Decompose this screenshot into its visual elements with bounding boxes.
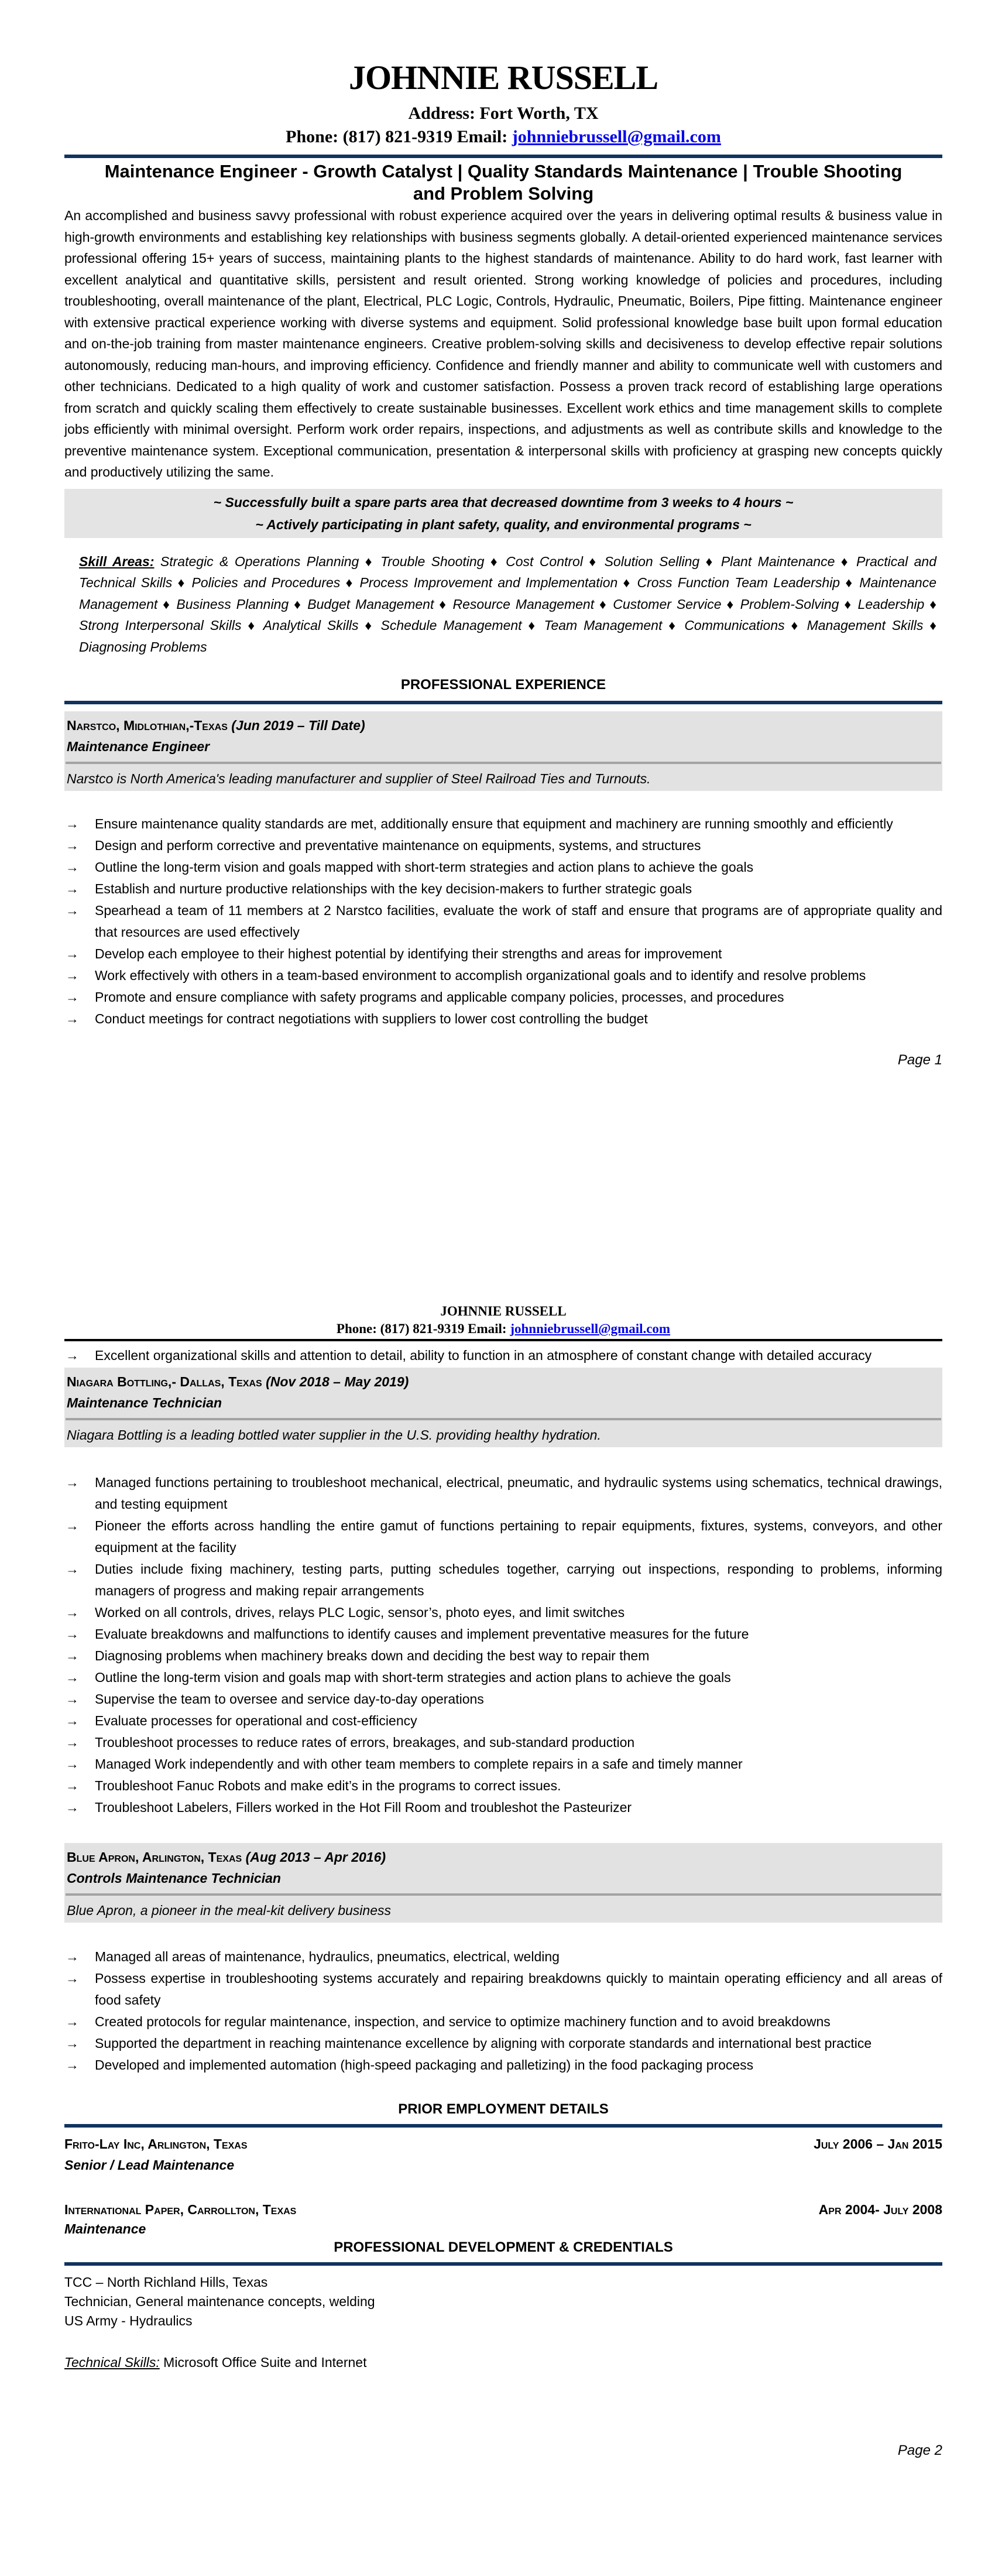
arrow-icon: →: [66, 838, 79, 853]
list-item: → Outline the long-term vision and goals map with short-term strategies and action plans to achieve the goals: [64, 1667, 942, 1688]
job-divider: [66, 1893, 941, 1896]
running-header-contact: [64, 1320, 942, 1338]
achievement-item: ~ Actively participating in plant safety, quality, and environmental programs ~: [255, 516, 752, 532]
list-item: → Outline the long-term vision and goals mapped with short-term strategies and action plans to achieve the goals: [64, 857, 942, 878]
arrow-icon: →: [66, 816, 79, 831]
list-item: → Excellent organizational skills and attention to detail, ability to function in an atmosphere of constant change with detailed accuracy: [64, 1345, 942, 1366]
arrow-icon: →: [66, 1518, 79, 1533]
job-company: Narstco, Midlothian,-Texas (Jun 2019 – Till Date): [67, 718, 365, 733]
arrow-icon: →: [66, 2036, 79, 2051]
list-item: → Work effectively with others in a team-based environment to accomplish organizational goals and to identify and resolve problems: [64, 965, 942, 986]
job-header-narstco: [64, 711, 942, 791]
arrow-icon: →: [66, 989, 79, 1005]
list-item: → Supervise the team to oversee and service day-to-day operations: [64, 1688, 942, 1710]
list-item: → Design and perform corrective and preventative maintenance on equipments, systems, and structures: [64, 835, 942, 857]
list-item: → Worked on all controls, drives, relays PLC Logic, sensor’s, photo eyes, and limit switches: [64, 1602, 942, 1623]
arrow-icon: →: [66, 1778, 79, 1793]
arrow-icon: →: [66, 1949, 79, 1964]
job-role: Controls Maintenance Technician: [67, 1871, 281, 1886]
list-item: → Evaluate breakdowns and malfunctions to identify causes and implement preventative measures for the future: [64, 1623, 942, 1645]
job-description: Blue Apron, a pioneer in the meal-kit delivery business: [67, 1903, 391, 1918]
job-divider: [66, 1418, 941, 1420]
job-bullets-narstco-continued: [64, 1345, 942, 1366]
list-item: → Ensure maintenance quality standards are met, additionally ensure that equipment and machinery are running smoothly and efficiently: [64, 813, 942, 835]
professional-summary: An accomplished and business savvy professional with robust experience acquired over the years in delivering optimal results & business value in high-growth environments and establishing key relationships with business segments globally. A detail-oriented experienced maintenance services professional offering 15+ years of success, maintaining plants to the highest standards of maintenance. Ability to do hard work, fast learner with excellent analytical and quantitative skills, persistent and result oriented. Strong working knowledge of policies and procedures, including troubleshooting, overall maintenance of the plant, Electrical, PLC Logic, Controls, Hydraulic, Pneumatic, Boilers, Pipe fitting. Maintenance engineer with extensive practical experience working with diverse systems and equipment. Solid professional knowledge base built upon formal education and on-the-job training from master maintenance engineers. Creative problem-solving skills and decisiveness to develop effective repair solutions autonomously, reducing man-hours, and improving efficiency. Confidence and friendly manner and ability to communicate well with customers and other technicians. Dedicated to a high quality of work and customer satisfaction. Possess a proven track record of establishing large operations from scratch and quickly scaling them effectively to create sustainable businesses. Excellent work ethics and time management skills to complete jobs efficiently with minimal oversight. Perform work order repairs, inspections, and adjustments as well as contribute skills and knowledge to the preventive maintenance system. Exceptional communication, presentation & interpersonal skills with proficiency at grasping new concepts quickly and productively utilizing the same.: [64, 208, 942, 479]
prior-role: Senior / Lead Maintenance: [64, 2157, 235, 2173]
section-divider: [64, 2124, 942, 2128]
arrow-icon: →: [66, 1011, 79, 1026]
arrow-icon: →: [66, 1735, 79, 1750]
list-item: → Managed functions pertaining to troubleshoot mechanical, electrical, pneumatic, and hydraulic systems using schematics, technical drawings, and testing equipment: [64, 1472, 942, 1515]
arrow-icon: →: [66, 1670, 79, 1685]
section-divider: [64, 2262, 942, 2266]
job-description: Niagara Bottling is a leading bottled water supplier in the U.S. providing healthy hydration.: [67, 1427, 601, 1443]
list-item: → Pioneer the efforts across handling the entire gamut of functions pertaining to repair equipments, fixtures, systems, conveyors, and other equipment at the facility: [64, 1515, 942, 1558]
header-divider: [64, 155, 942, 158]
job-bullets-narstco: [64, 813, 942, 1030]
prior-dates: Apr 2004- July 2008: [818, 2202, 942, 2217]
list-item: → Troubleshoot Labelers, Fillers worked in the Hot Fill Room and troubleshot the Pasteurizer: [64, 1797, 942, 1818]
list-item: → Diagnosing problems when machinery breaks down and deciding the best way to repair them: [64, 1645, 942, 1667]
arrow-icon: →: [66, 1348, 79, 1363]
list-item: → Possess expertise in troubleshooting systems accurately and repairing breakdowns quickly to maintain operating efficiency and all areas of food safety: [64, 1968, 942, 2011]
phone-label: Phone: (817) 821-9319 Email:: [336, 1321, 510, 1336]
job-description: Narstco is North America's leading manufacturer and supplier of Steel Railroad Ties and Turnouts.: [67, 771, 651, 786]
arrow-icon: →: [66, 1475, 79, 1490]
arrow-icon: →: [66, 1713, 79, 1728]
arrow-icon: →: [66, 1971, 79, 1986]
prior-job-international-paper: [64, 2199, 942, 2238]
headline: Maintenance Engineer - Growth Catalyst | Quality Standards Maintenance | Trouble Shooting and Problem Solving: [104, 161, 903, 204]
arrow-icon: →: [66, 859, 79, 875]
credential-item: TCC – North Richland Hills, Texas: [64, 2274, 268, 2290]
list-item: → Managed all areas of maintenance, hydraulics, pneumatics, electrical, welding: [64, 1946, 942, 1968]
arrow-icon: →: [66, 881, 79, 896]
job-divider: [66, 762, 941, 764]
list-item: → Evaluate processes for operational and cost-efficiency: [64, 1710, 942, 1732]
job-dates: (Aug 2013 – Apr 2016): [245, 1849, 386, 1865]
job-role: Maintenance Technician: [67, 1395, 222, 1410]
list-item: → Troubleshoot processes to reduce rates of errors, breakages, and sub-standard production: [64, 1732, 942, 1753]
contact-line: [64, 125, 942, 149]
arrow-icon: →: [66, 1756, 79, 1772]
skill-areas: [64, 551, 942, 658]
arrow-icon: →: [66, 1648, 79, 1663]
arrow-icon: →: [66, 903, 79, 918]
email-link[interactable]: johnniebrussell@gmail.com: [512, 127, 721, 146]
arrow-icon: →: [66, 1691, 79, 1707]
prior-role: Maintenance: [64, 2221, 146, 2236]
prior-company: International Paper, Carrollton, Texas: [64, 2202, 297, 2217]
prior-company: Frito-Lay Inc, Arlington, Texas: [64, 2136, 248, 2152]
job-header-niagara: [64, 1368, 942, 1447]
technical-skills-label: Technical Skills:: [64, 2355, 160, 2370]
list-item: → Duties include fixing machinery, testing parts, putting schedules together, carrying out inspections, responding to problems, informing managers of progress and making repair arrangements: [64, 1558, 942, 1602]
list-item: → Promote and ensure compliance with safety programs and applicable company policies, processes, and procedures: [64, 986, 942, 1008]
list-item: → Develop each employee to their highest potential by identifying their strengths and areas for improvement: [64, 943, 942, 965]
technical-skills-text: Microsoft Office Suite and Internet: [159, 2355, 367, 2370]
job-dates: (Nov 2018 – May 2019): [266, 1374, 409, 1389]
achievements-box: [64, 489, 942, 538]
list-item: → Created protocols for regular maintenance, inspection, and service to optimize machinery function and to avoid breakdowns: [64, 2011, 942, 2033]
list-item: → Establish and nurture productive relationships with the key decision-makers to further strategic goals: [64, 878, 942, 900]
arrow-icon: →: [66, 2014, 79, 2029]
list-item: → Managed Work independently and with other team members to complete repairs in a safe and timely manner: [64, 1753, 942, 1775]
job-bullets-niagara: [64, 1472, 942, 1818]
list-item: → Troubleshoot Fanuc Robots and make edit’s in the programs to correct issues.: [64, 1775, 942, 1797]
achievement-item: ~ Successfully built a spare parts area that decreased downtime from 3 weeks to 4 hours ~: [213, 494, 794, 510]
arrow-icon: →: [66, 1605, 79, 1620]
arrow-icon: →: [66, 1800, 79, 1815]
job-dates: (Jun 2019 – Till Date): [231, 718, 365, 733]
technical-skills: [64, 2353, 942, 2372]
prior-dates: July 2006 – Jan 2015: [814, 2136, 942, 2152]
email-link[interactable]: johnniebrussell@gmail.com: [510, 1321, 671, 1336]
section-title-credentials: PROFESSIONAL DEVELOPMENT & CREDENTIALS: [334, 2239, 673, 2255]
list-item: → Spearhead a team of 11 members at 2 Narstco facilities, evaluate the work of staff and ensure that programs are of appropriate quality and that resources are used effectively: [64, 900, 942, 943]
job-header-blue-apron: [64, 1843, 942, 1923]
arrow-icon: →: [66, 968, 79, 983]
list-item: → Supported the department in reaching maintenance excellence by aligning with corporate standards and international best practice: [64, 2033, 942, 2054]
arrow-icon: →: [66, 2057, 79, 2073]
credential-item: US Army - Hydraulics: [64, 2313, 193, 2328]
job-role: Maintenance Engineer: [67, 739, 210, 754]
list-item: → Conduct meetings for contract negotiations with suppliers to lower cost controlling the budget: [64, 1008, 942, 1030]
running-header-divider: [64, 1339, 942, 1341]
running-header-name: JOHNNIE RUSSELL: [440, 1304, 567, 1318]
prior-job-frito-lay: [64, 2133, 942, 2176]
page-number: Page 1: [897, 1052, 942, 1068]
candidate-name: JOHNNIE RUSSELL: [348, 59, 658, 97]
skill-areas-label: Skill Areas:: [79, 553, 155, 569]
arrow-icon: →: [66, 1626, 79, 1642]
credential-item: Technician, General maintenance concepts, welding: [64, 2294, 375, 2309]
page-number: Page 2: [897, 2443, 942, 2458]
job-bullets-blue-apron: [64, 1946, 942, 2076]
job-company: Niagara Bottling,- Dallas, Texas (Nov 2018 – May 2019): [67, 1374, 409, 1389]
job-company: Blue Apron, Arlington, Texas (Aug 2013 – Apr 2016): [67, 1849, 386, 1865]
page-1: [64, 59, 942, 1068]
skill-areas-text: Strategic & Operations Planning ♦ Trouble Shooting ♦ Cost Control ♦ Solution Selling ♦ Plant Maintenance ♦ Practical and Technical Skills ♦ Policies and Procedures ♦ Process Improvement and Implementation ♦ Cross Function Team Leadership ♦ Maintenance Management ♦ Business Planning ♦ Budget Management ♦ Resource Management ♦ Customer Service ♦ Problem-Solving ♦ Leadership ♦ Strong Interpersonal Skills ♦ Analytical Skills ♦ Schedule Management ♦ Team Management ♦ Communications ♦ Management Skills ♦ Diagnosing Problems: [79, 553, 936, 655]
section-title-experience: PROFESSIONAL EXPERIENCE: [400, 677, 606, 693]
section-title-prior-employment: PRIOR EMPLOYMENT DETAILS: [398, 2101, 609, 2117]
address: Address: Fort Worth, TX: [408, 104, 599, 123]
section-divider: [64, 701, 942, 704]
list-item: → Developed and implemented automation (high-speed packaging and palletizing) in the food packaging process: [64, 2054, 942, 2076]
page-2: [64, 1303, 942, 2459]
phone-label: Phone: (817) 821-9319 Email:: [286, 127, 512, 146]
arrow-icon: →: [66, 946, 79, 961]
arrow-icon: →: [66, 1561, 79, 1577]
